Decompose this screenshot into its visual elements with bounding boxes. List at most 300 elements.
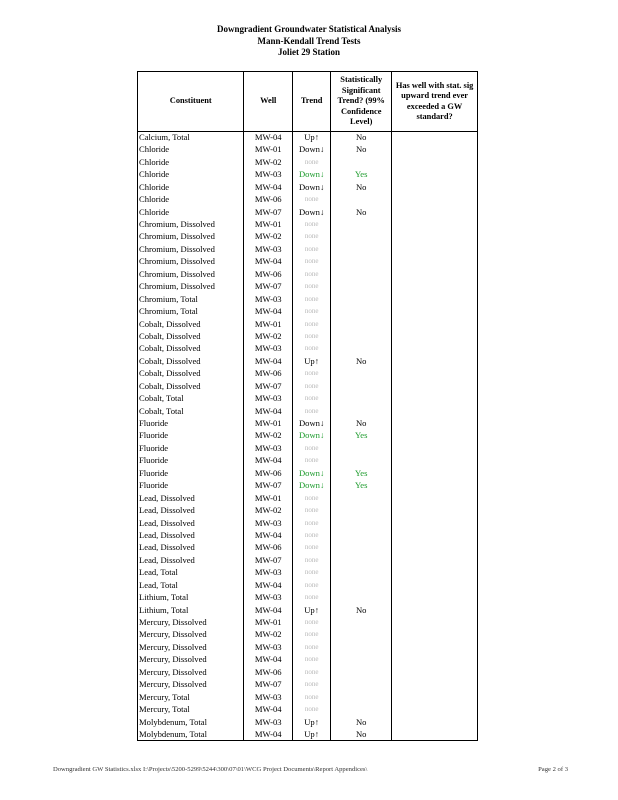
well-cell: MW-04 <box>244 704 293 716</box>
exceeded-cell <box>392 368 478 380</box>
constituent-cell: Cobalt, Total <box>138 405 244 417</box>
significance-cell <box>331 505 392 517</box>
exceeded-cell <box>392 654 478 666</box>
well-cell: MW-06 <box>244 368 293 380</box>
table-row <box>138 206 478 218</box>
well-cell: MW-03 <box>244 393 293 405</box>
significance-cell: Yes <box>331 169 392 181</box>
trend-cell: Down↓ <box>293 206 331 218</box>
exceeded-cell <box>392 393 478 405</box>
well-cell: MW-03 <box>244 691 293 703</box>
table-row <box>138 666 478 678</box>
trend-cell: none <box>293 256 331 268</box>
well-cell: MW-06 <box>244 467 293 479</box>
significance-cell <box>331 318 392 330</box>
exceeded-cell <box>392 629 478 641</box>
exceeded-cell <box>392 467 478 479</box>
table-row <box>138 355 478 367</box>
well-cell: MW-02 <box>244 505 293 517</box>
table-row <box>138 592 478 604</box>
constituent-cell: Chloride <box>138 194 244 206</box>
significance-cell <box>331 666 392 678</box>
exceeded-cell <box>392 592 478 604</box>
table-row <box>138 331 478 343</box>
table-body <box>138 132 478 741</box>
trend-cell: none <box>293 442 331 454</box>
significance-cell: No <box>331 144 392 156</box>
significance-cell <box>331 306 392 318</box>
significance-cell <box>331 679 392 691</box>
well-cell: MW-06 <box>244 542 293 554</box>
table-row <box>138 430 478 442</box>
significance-cell: No <box>331 181 392 193</box>
trend-cell: Down↓ <box>293 480 331 492</box>
constituent-cell: Mercury, Dissolved <box>138 629 244 641</box>
trend-cell: none <box>293 219 331 231</box>
exceeded-cell <box>392 243 478 255</box>
constituent-cell: Chloride <box>138 144 244 156</box>
exceeded-cell <box>392 430 478 442</box>
well-cell: MW-04 <box>244 729 293 741</box>
header-constituent: Constituent <box>138 72 244 132</box>
well-cell: MW-07 <box>244 554 293 566</box>
exceeded-cell <box>392 579 478 591</box>
well-cell: MW-07 <box>244 679 293 691</box>
constituent-cell: Lead, Dissolved <box>138 542 244 554</box>
table-row <box>138 604 478 616</box>
significance-cell <box>331 704 392 716</box>
exceeded-cell <box>392 219 478 231</box>
footer-file-path: Downgradient GW Statistics.xlsx I:\Projects\5200-5299\5244\300\07\01\WCG Project Documents\Report Appendices\ <box>53 766 368 773</box>
significance-cell <box>331 368 392 380</box>
well-cell: MW-03 <box>244 716 293 728</box>
exceeded-cell <box>392 729 478 741</box>
table-row <box>138 293 478 305</box>
table-row <box>138 256 478 268</box>
exceeded-cell <box>392 194 478 206</box>
table-row <box>138 169 478 181</box>
trend-cell: none <box>293 393 331 405</box>
significance-cell <box>331 293 392 305</box>
constituent-cell: Lead, Dissolved <box>138 492 244 504</box>
constituent-cell: Mercury, Total <box>138 691 244 703</box>
exceeded-cell <box>392 169 478 181</box>
exceeded-cell <box>392 691 478 703</box>
table-row <box>138 243 478 255</box>
exceeded-cell <box>392 306 478 318</box>
significance-cell <box>331 567 392 579</box>
trend-cell: none <box>293 368 331 380</box>
table-row <box>138 231 478 243</box>
constituent-cell: Molybdenum, Total <box>138 716 244 728</box>
significance-cell <box>331 243 392 255</box>
table-row <box>138 268 478 280</box>
exceeded-cell <box>392 380 478 392</box>
table-row <box>138 144 478 156</box>
constituent-cell: Fluoride <box>138 430 244 442</box>
constituent-cell: Chromium, Dissolved <box>138 256 244 268</box>
table-row <box>138 641 478 653</box>
constituent-cell: Chromium, Dissolved <box>138 231 244 243</box>
well-cell: MW-03 <box>244 293 293 305</box>
significance-cell <box>331 393 392 405</box>
table-row <box>138 368 478 380</box>
significance-cell <box>331 629 392 641</box>
well-cell: MW-03 <box>244 169 293 181</box>
well-cell: MW-02 <box>244 156 293 168</box>
trend-cell: Up↑ <box>293 132 331 144</box>
exceeded-cell <box>392 554 478 566</box>
trend-cell: none <box>293 455 331 467</box>
table-row <box>138 691 478 703</box>
constituent-cell: Lead, Dissolved <box>138 530 244 542</box>
table-row <box>138 219 478 231</box>
constituent-cell: Chloride <box>138 181 244 193</box>
header-trend: Trend <box>293 72 331 132</box>
well-cell: MW-03 <box>244 442 293 454</box>
trend-cell: none <box>293 492 331 504</box>
trend-table <box>137 71 478 741</box>
header-exceeded: Has well with stat. sig upward trend ever exceeded a GW standard? <box>392 72 478 132</box>
well-cell: MW-03 <box>244 517 293 529</box>
well-cell: MW-04 <box>244 405 293 417</box>
significance-cell: No <box>331 355 392 367</box>
significance-cell: No <box>331 132 392 144</box>
well-cell: MW-06 <box>244 268 293 280</box>
significance-cell <box>331 492 392 504</box>
table-row <box>138 716 478 728</box>
well-cell: MW-03 <box>244 567 293 579</box>
trend-cell: Down↓ <box>293 430 331 442</box>
exceeded-cell <box>392 666 478 678</box>
exceeded-cell <box>392 704 478 716</box>
exceeded-cell <box>392 144 478 156</box>
well-cell: MW-04 <box>244 455 293 467</box>
well-cell: MW-02 <box>244 430 293 442</box>
constituent-cell: Chloride <box>138 156 244 168</box>
constituent-cell: Chromium, Total <box>138 293 244 305</box>
exceeded-cell <box>392 641 478 653</box>
significance-cell <box>331 654 392 666</box>
well-cell: MW-01 <box>244 219 293 231</box>
well-cell: MW-03 <box>244 592 293 604</box>
constituent-cell: Lead, Dissolved <box>138 517 244 529</box>
trend-cell: none <box>293 704 331 716</box>
exceeded-cell <box>392 604 478 616</box>
well-cell: MW-04 <box>244 355 293 367</box>
significance-cell <box>331 617 392 629</box>
trend-cell: none <box>293 617 331 629</box>
constituent-cell: Lead, Dissolved <box>138 554 244 566</box>
constituent-cell: Cobalt, Dissolved <box>138 331 244 343</box>
exceeded-cell <box>392 343 478 355</box>
significance-cell <box>331 231 392 243</box>
exceeded-cell <box>392 716 478 728</box>
trend-cell: none <box>293 629 331 641</box>
trend-cell: none <box>293 579 331 591</box>
table-row <box>138 567 478 579</box>
significance-cell <box>331 592 392 604</box>
trend-cell: none <box>293 306 331 318</box>
table-row <box>138 517 478 529</box>
constituent-cell: Mercury, Dissolved <box>138 641 244 653</box>
significance-cell <box>331 641 392 653</box>
table-row <box>138 343 478 355</box>
constituent-cell: Mercury, Dissolved <box>138 617 244 629</box>
exceeded-cell <box>392 517 478 529</box>
table-row <box>138 704 478 716</box>
well-cell: MW-01 <box>244 492 293 504</box>
significance-cell: No <box>331 716 392 728</box>
exceeded-cell <box>392 617 478 629</box>
significance-cell: Yes <box>331 480 392 492</box>
exceeded-cell <box>392 281 478 293</box>
trend-cell: Up↑ <box>293 716 331 728</box>
significance-cell <box>331 343 392 355</box>
exceeded-cell <box>392 455 478 467</box>
trend-cell: none <box>293 293 331 305</box>
trend-cell: none <box>293 505 331 517</box>
significance-cell <box>331 380 392 392</box>
table-row <box>138 679 478 691</box>
significance-cell <box>331 268 392 280</box>
constituent-cell: Lead, Total <box>138 567 244 579</box>
trend-cell: none <box>293 679 331 691</box>
significance-cell: No <box>331 418 392 430</box>
significance-cell: Yes <box>331 467 392 479</box>
table-row <box>138 281 478 293</box>
trend-cell: Down↓ <box>293 169 331 181</box>
table-row <box>138 318 478 330</box>
trend-cell: Down↓ <box>293 181 331 193</box>
constituent-cell: Calcium, Total <box>138 132 244 144</box>
table-row <box>138 306 478 318</box>
exceeded-cell <box>392 418 478 430</box>
constituent-cell: Lithium, Total <box>138 604 244 616</box>
well-cell: MW-01 <box>244 617 293 629</box>
table-row <box>138 156 478 168</box>
well-cell: MW-01 <box>244 144 293 156</box>
well-cell: MW-01 <box>244 318 293 330</box>
exceeded-cell <box>392 355 478 367</box>
trend-cell: Up↑ <box>293 355 331 367</box>
trend-cell: Down↓ <box>293 418 331 430</box>
constituent-cell: Cobalt, Total <box>138 393 244 405</box>
table-row <box>138 480 478 492</box>
trend-cell: none <box>293 318 331 330</box>
table-row <box>138 194 478 206</box>
table-row <box>138 442 478 454</box>
significance-cell: No <box>331 206 392 218</box>
well-cell: MW-03 <box>244 243 293 255</box>
significance-cell: No <box>331 729 392 741</box>
trend-cell: none <box>293 268 331 280</box>
constituent-cell: Lead, Dissolved <box>138 505 244 517</box>
constituent-cell: Chromium, Dissolved <box>138 243 244 255</box>
well-cell: MW-04 <box>244 579 293 591</box>
table-row <box>138 617 478 629</box>
significance-cell <box>331 442 392 454</box>
trend-cell: none <box>293 666 331 678</box>
well-cell: MW-03 <box>244 641 293 653</box>
significance-cell <box>331 281 392 293</box>
constituent-cell: Chromium, Total <box>138 306 244 318</box>
exceeded-cell <box>392 256 478 268</box>
well-cell: MW-04 <box>244 256 293 268</box>
constituent-cell: Cobalt, Dissolved <box>138 380 244 392</box>
constituent-cell: Chromium, Dissolved <box>138 268 244 280</box>
constituent-cell: Cobalt, Dissolved <box>138 343 244 355</box>
exceeded-cell <box>392 132 478 144</box>
table-header-row <box>138 72 478 132</box>
table-row <box>138 405 478 417</box>
exceeded-cell <box>392 156 478 168</box>
exceeded-cell <box>392 231 478 243</box>
trend-cell: none <box>293 654 331 666</box>
well-cell: MW-07 <box>244 480 293 492</box>
trend-cell: none <box>293 343 331 355</box>
constituent-cell: Molybdenum, Total <box>138 729 244 741</box>
constituent-cell: Mercury, Dissolved <box>138 666 244 678</box>
constituent-cell: Cobalt, Dissolved <box>138 355 244 367</box>
constituent-cell: Fluoride <box>138 455 244 467</box>
trend-cell: none <box>293 281 331 293</box>
exceeded-cell <box>392 542 478 554</box>
well-cell: MW-02 <box>244 629 293 641</box>
exceeded-cell <box>392 530 478 542</box>
trend-cell: none <box>293 567 331 579</box>
significance-cell <box>331 542 392 554</box>
significance-cell <box>331 579 392 591</box>
table-row <box>138 132 478 144</box>
well-cell: MW-02 <box>244 331 293 343</box>
trend-cell: none <box>293 592 331 604</box>
table-row <box>138 380 478 392</box>
significance-cell <box>331 691 392 703</box>
trend-cell: none <box>293 405 331 417</box>
constituent-cell: Mercury, Dissolved <box>138 654 244 666</box>
table-row <box>138 418 478 430</box>
trend-cell: none <box>293 380 331 392</box>
significance-cell <box>331 405 392 417</box>
constituent-cell: Lithium, Total <box>138 592 244 604</box>
trend-cell: Down↓ <box>293 467 331 479</box>
table-row <box>138 492 478 504</box>
well-cell: MW-06 <box>244 666 293 678</box>
constituent-cell: Mercury, Total <box>138 704 244 716</box>
header-well: Well <box>244 72 293 132</box>
constituent-cell: Chromium, Dissolved <box>138 219 244 231</box>
trend-cell: none <box>293 542 331 554</box>
well-cell: MW-07 <box>244 380 293 392</box>
exceeded-cell <box>392 679 478 691</box>
table-row <box>138 505 478 517</box>
trend-cell: none <box>293 530 331 542</box>
trend-cell: none <box>293 691 331 703</box>
trend-cell: none <box>293 641 331 653</box>
exceeded-cell <box>392 567 478 579</box>
well-cell: MW-07 <box>244 206 293 218</box>
station-name: Joliet 29 Station <box>278 47 340 57</box>
well-cell: MW-04 <box>244 604 293 616</box>
footer-page-number: Page 2 of 3 <box>538 766 568 773</box>
trend-cell: none <box>293 231 331 243</box>
significance-cell <box>331 554 392 566</box>
well-cell: MW-03 <box>244 343 293 355</box>
exceeded-cell <box>392 492 478 504</box>
exceeded-cell <box>392 268 478 280</box>
significance-cell <box>331 455 392 467</box>
significance-cell <box>331 156 392 168</box>
well-cell: MW-04 <box>244 306 293 318</box>
exceeded-cell <box>392 293 478 305</box>
well-cell: MW-04 <box>244 530 293 542</box>
constituent-cell: Fluoride <box>138 480 244 492</box>
constituent-cell: Mercury, Dissolved <box>138 679 244 691</box>
constituent-cell: Chloride <box>138 206 244 218</box>
constituent-cell: Lead, Total <box>138 579 244 591</box>
trend-cell: none <box>293 156 331 168</box>
well-cell: MW-01 <box>244 418 293 430</box>
table-row <box>138 554 478 566</box>
significance-cell <box>331 219 392 231</box>
well-cell: MW-06 <box>244 194 293 206</box>
significance-cell <box>331 517 392 529</box>
trend-cell: Up↑ <box>293 729 331 741</box>
significance-cell <box>331 530 392 542</box>
exceeded-cell <box>392 206 478 218</box>
table-row <box>138 579 478 591</box>
trend-cell: none <box>293 331 331 343</box>
trend-cell: Down↓ <box>293 144 331 156</box>
report-subtitle: Mann-Kendall Trend Tests <box>257 36 361 46</box>
exceeded-cell <box>392 318 478 330</box>
table-row <box>138 455 478 467</box>
exceeded-cell <box>392 505 478 517</box>
significance-cell: No <box>331 604 392 616</box>
exceeded-cell <box>392 405 478 417</box>
well-cell: MW-04 <box>244 181 293 193</box>
trend-cell: none <box>293 243 331 255</box>
exceeded-cell <box>392 331 478 343</box>
constituent-cell: Cobalt, Dissolved <box>138 368 244 380</box>
table-row <box>138 393 478 405</box>
constituent-cell: Cobalt, Dissolved <box>138 318 244 330</box>
significance-cell <box>331 256 392 268</box>
well-cell: MW-04 <box>244 654 293 666</box>
significance-cell: Yes <box>331 430 392 442</box>
report-title: Downgradient Groundwater Statistical Analysis <box>217 24 401 34</box>
exceeded-cell <box>392 442 478 454</box>
table-row <box>138 530 478 542</box>
table-row <box>138 181 478 193</box>
table-row <box>138 542 478 554</box>
exceeded-cell <box>392 480 478 492</box>
exceeded-cell <box>392 181 478 193</box>
constituent-cell: Fluoride <box>138 467 244 479</box>
table-row <box>138 654 478 666</box>
trend-cell: none <box>293 194 331 206</box>
well-cell: MW-04 <box>244 132 293 144</box>
well-cell: MW-07 <box>244 281 293 293</box>
well-cell: MW-02 <box>244 231 293 243</box>
trend-cell: none <box>293 554 331 566</box>
header-significant: Statistically Significant Trend? (99% Confidence Level) <box>331 72 392 132</box>
table-row <box>138 467 478 479</box>
constituent-cell: Chloride <box>138 169 244 181</box>
table-row <box>138 729 478 741</box>
trend-cell: none <box>293 517 331 529</box>
